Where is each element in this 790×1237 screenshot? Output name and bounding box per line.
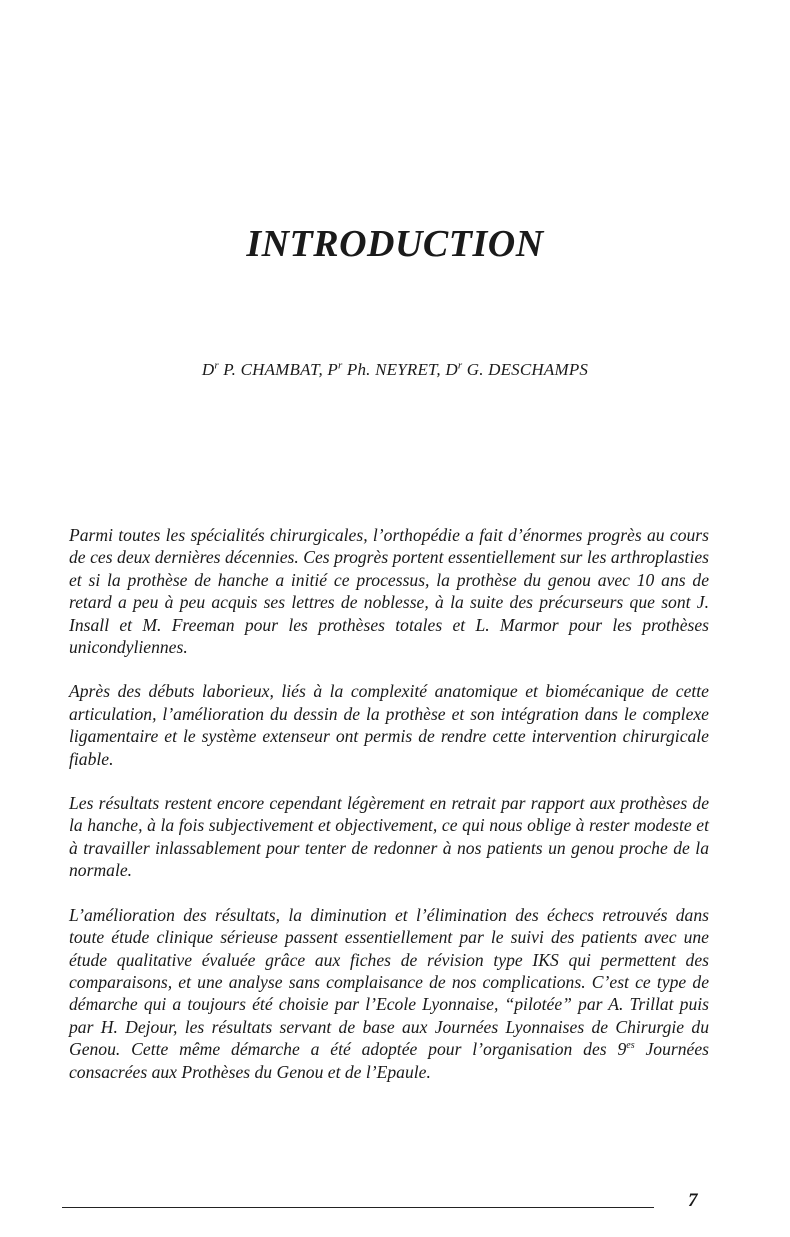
page-title: INTRODUCTION [246,223,544,265]
authors-line [0,360,790,380]
paragraph-4-end: Journées consacrées aux Prothèses du Genou et de l’Epaule. [69,1039,709,1082]
author-1-name: P. CHAMBAT, [218,360,328,379]
page-number: 7 [688,1190,698,1211]
author-2-title: P [327,360,338,379]
author-2-title-sup: r [337,359,343,372]
author-1-title: D [201,360,215,379]
paragraph-3: Les résultats restent encore cependant légèrement en retrait par rapport aux prothèses de la hanche, à la fois subjectivement et objectivement, ce qui nous oblige à rester modeste et à travailler inlassablement pour tenter de redonner à nos patients un genou proche de la normale. [69,793,709,881]
paragraph-1: Parmi toutes les spécialités chirurgicales, l’orthopédie a fait d’énormes progrès au cours de ces deux dernières décennies. Ces progrès portent essentiellement sur les arthroplasties et si la prothèse de hanche a initié ce processus, la prothèse du genou avec 10 ans de retard a peu à peu acquis ses lettres de noblesse, à la suite des précurseurs que sont J. Insall et M. Freeman pour les prothèses totales et L. Marmor pour les prothèses unicondyliennes. [69,525,709,658]
author-3-name: G. DESCHAMPS [462,360,589,379]
paragraph-4-main: L’amélioration des résultats, la diminution et l’élimination des échecs retrouvés dans toute étude clinique sérieuse passent essentiellement par le suivi des patients avec une étude qualitative évaluée grâce aux fiches de révision type IKS qui permettent des comparaisons, et une analyse sans complaisance de nos complications. C’est ce type de démarche qui a toujours été choisie par l’Ecole Lyonnaise, “pilotée” par A. Trillat puis par H. Dejour, les résultats servant de base aux Journées Lyonnaises de Chirurgie du Genou. Cette même démarche a été adoptée pour l’organisation des 9 [69,904,709,1060]
author-2-name: Ph. NEYRET, [342,360,446,379]
body-text [69,524,709,1105]
author-1-title-sup: r [214,359,219,372]
author-3-title-sup: r [457,359,463,372]
footer-rule [62,1207,654,1208]
paragraph-4 [69,904,709,1083]
author-3-title: D [445,360,458,379]
paragraph-4-ordinal-sup: es [626,1040,635,1052]
paragraph-2: Après des débuts laborieux, liés à la complexité anatomique et biomécanique de cette articulation, l’amélioration du dessin de la prothèse et son intégration dans le complexe ligamentaire et le système extenseur ont permis de rendre cette intervention chirurgicale fiable. [69,681,709,769]
